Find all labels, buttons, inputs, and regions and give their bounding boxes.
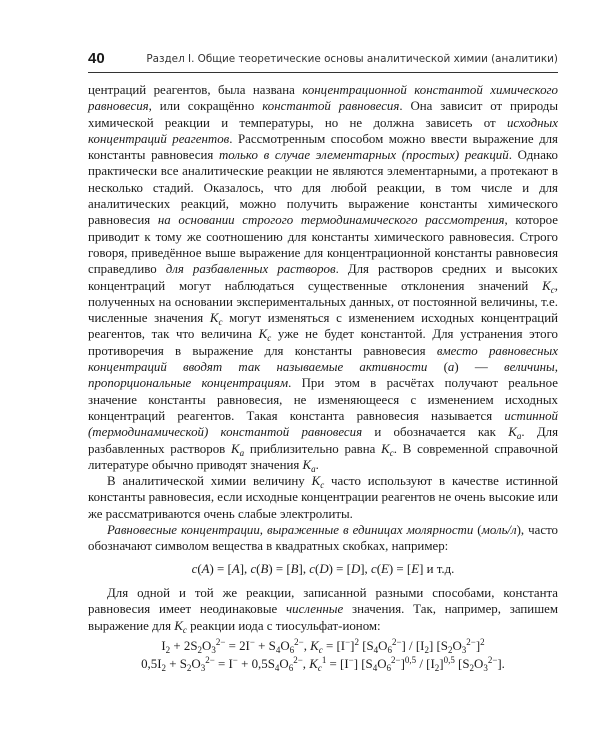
text-run: 2− <box>466 636 476 647</box>
paragraph: центраций реагентов, была названа концентрационной константой химического равновесия, или сокращённо константой равновесия. Она зависит от природы химической реакции и температуры, но не должна зависеть от исходных концентраций реагентов. Рассмотренным способом можно ввести выражение для константы равновесия только в случае элементарных (простых) реакций. Однако практически все аналитические реакции не являются элементарными, а протекают в несколько стадий. Оказалось, что для любой реакции, в том числе и для аналитических реакций, можно получить выражение константы химического равновесия на основании строгого термодинамического рассмотрения, которое приводит к тому же соотношению для константы химического равновесия. Строго говоря, приведённое выше выражение для концентрационной константы равновесия справедливо для разбавленных растворов. Для растворов средних и высоких концентраций могут наблюдаться существенные отклонения значений $K_c$, полученных на основании экспериментальных данных, от постоянной величины, т.е. численные значения $K_c$ могут изменяться с изменением исходных концентраций реагентов, так что величина $K_c$ уже не будет константой. Для устранения этого противоречия в выражение для константы равновесия вместо равновесных концентраций вводят так называемые активности (a) — величины, пропорциональные концентрациям. При этом в расчётах получают реальное значение константы равновесия, не изменяющееся с изменением исходных концентраций реагентов. Такая константа равновесия называется истинной (термодинамической) константой равновесия и обозначается как $K_a$. Для разбавленных растворов $K_a$ приблизительно равна $K_c$. В современной справочной литературе обычно приводят значения $K_a$. <box>88 83 559 474</box>
text-run: 2− <box>294 636 304 647</box>
text-run: A <box>231 561 240 576</box>
text-run: 4 <box>373 644 379 655</box>
text-run: исходных концентраций реагентов <box>88 115 558 146</box>
text-run: 2 <box>165 644 171 655</box>
text-run: 2 <box>424 644 429 655</box>
page-number: 40 <box>88 50 105 67</box>
running-title: Раздел I. Общие теоретические основы аналитической химии (аналитики) <box>146 53 558 65</box>
text-run: концентрационной константой химического равновесия <box>88 83 558 114</box>
text-run: на основании строгого термодинамического рассмотрения <box>157 213 505 228</box>
text-run: 2− <box>391 636 402 647</box>
text-run: K <box>381 441 390 456</box>
text-run: c <box>318 644 323 655</box>
text-run: c <box>320 480 325 491</box>
text-run: 6 <box>289 644 295 655</box>
text-run: c <box>182 624 187 635</box>
running-header <box>88 48 558 74</box>
text-run: 6 <box>387 644 392 655</box>
text-run: константой равновесия <box>262 99 400 114</box>
text-run: 2− <box>487 655 498 666</box>
text-run: 2 <box>480 636 485 647</box>
text-run: K <box>231 441 240 456</box>
text-run: B <box>260 561 269 576</box>
text-run: истинной (термодинамической) константой равновесия <box>88 408 558 440</box>
text-run: вместо равновесных концентраций вводят так называемые активности <box>88 343 559 375</box>
text-run: 2− <box>293 655 303 666</box>
text-run: c <box>250 561 257 576</box>
text-run: a <box>516 431 522 442</box>
text-run: a <box>239 447 245 458</box>
text-run: 3 <box>211 644 216 655</box>
text-run: 6 <box>386 663 392 674</box>
text-run: 2 <box>354 636 359 647</box>
text-run: c <box>218 317 223 328</box>
text-run: 4 <box>372 663 378 674</box>
text-run: E <box>381 561 389 576</box>
text-run: c <box>371 561 377 576</box>
text-run: K <box>209 311 219 326</box>
text-run: 2− <box>215 636 226 647</box>
text-run: c <box>309 561 316 576</box>
text-run: − <box>348 655 354 666</box>
text-run: 3 <box>483 663 488 674</box>
text-run: E <box>411 561 420 576</box>
text-run: − <box>345 636 351 647</box>
text-run: 6 <box>288 663 294 674</box>
paragraph: Равновесные концентрации, выраженные в единицах молярности (моль/л), часто обозначают символом вещества в квадратных скобках, например: <box>88 523 558 554</box>
text-run: A <box>201 561 210 576</box>
text-run: B <box>290 561 299 576</box>
text-run: 0,5 <box>443 655 455 666</box>
reaction-equation-1: $I_2 + 2S_2O_3^{2-} = 2I^- + S_4O_6^{2-}$, $K_c = [I^-]^2$ $[S_4O_6^{2-}] / [I_2]$ $[S_2O_3^{2-}]^2$ <box>161 636 485 655</box>
paragraph: В аналитической химии величину $K_c$ часто используют в качестве истинной константы равновесия, если исходные концентрации реагентов не очень высокие или же рассматриваются очень слабые электролиты. <box>88 474 558 521</box>
text-run: c <box>550 284 555 295</box>
text-run: 3 <box>200 663 206 674</box>
text-run: 2 <box>197 644 202 655</box>
text-run: K <box>258 327 268 342</box>
reaction-equation-2: $0,5I_2 + S_2O_3^{2-} = I^- + 0,5S_4O_6^{2-}$, $K_c^1 = [I^-]$ $[S_4O_6^{2-}]^{0,5} / [I_2]^{0,5}$ $[S_2O_3^{2-}]$. <box>141 655 505 674</box>
text-run: − <box>249 636 255 647</box>
text-run: a <box>447 360 455 375</box>
paragraph: Для одной и той же реакции, записанной разными способами, константа равновесия имеет неодинаковые численные значения. Так, например, запишем выражение для $K_c$ реакции иода с тиосульфат-ионом: <box>88 585 559 635</box>
text-run: c <box>317 663 322 674</box>
text-run: Равновесные концентрации, выраженные в единицах молярности <box>107 523 474 538</box>
text-run: 2 <box>186 663 192 674</box>
text-run: K <box>311 474 321 489</box>
text-run: 3 <box>461 644 467 655</box>
text-run: K <box>508 425 517 440</box>
body-text <box>88 82 558 674</box>
text-run: K <box>309 657 318 672</box>
text-run: 2 <box>447 644 453 655</box>
text-run: численные <box>286 602 344 617</box>
text-run: только в случае элементарных (простых) реакций <box>218 148 509 163</box>
text-run: − <box>232 655 238 666</box>
text-run: 2− <box>391 655 401 666</box>
text-run: 2 <box>434 663 440 674</box>
text-run: c <box>267 333 272 344</box>
text-run: K <box>542 278 551 293</box>
text-run: D <box>350 561 361 576</box>
text-run: 1 <box>321 655 327 666</box>
text-run: a <box>311 463 316 474</box>
text-run: K <box>174 618 183 633</box>
text-run: 4 <box>275 644 281 655</box>
text-run: 2− <box>205 655 215 666</box>
text-run: D <box>319 561 329 576</box>
text-run: c <box>389 447 394 458</box>
text-run: c <box>191 561 198 576</box>
text-run: 2 <box>469 663 474 674</box>
formula-concentrations: c(A) = [A], c(B) = [B], c(D) = [D], c(E) = [E] и т.д. <box>191 561 455 576</box>
text-run: K <box>310 638 319 653</box>
text-run: для разбавленных растворов <box>165 262 336 277</box>
text-run: моль/л <box>481 523 517 538</box>
header-rule <box>88 72 558 73</box>
text-run: величины, пропорциональные концентрациям <box>88 360 559 391</box>
text-run: K <box>302 457 312 472</box>
text-run: 2 <box>161 663 166 674</box>
text-run: 4 <box>274 663 280 674</box>
text-run: 0,5 <box>404 655 417 666</box>
